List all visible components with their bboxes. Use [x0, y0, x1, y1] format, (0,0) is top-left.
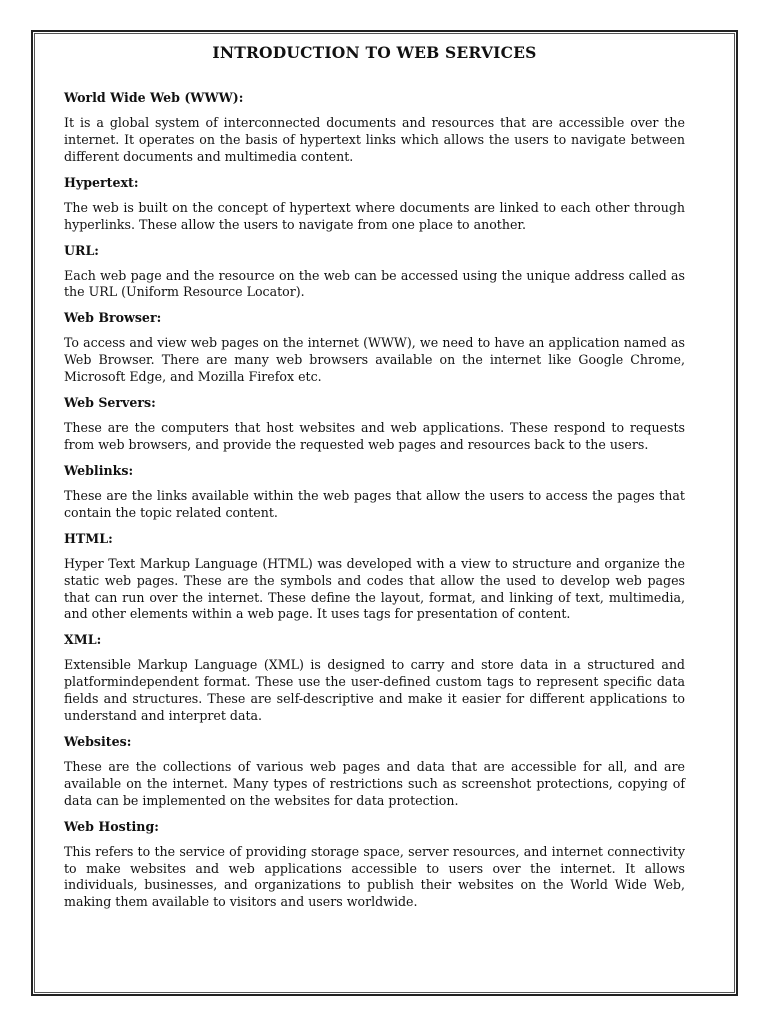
document-title: INTRODUCTION TO WEB SERVICES	[212, 43, 537, 62]
section-www	[64, 90, 685, 166]
section-heading: World Wide Web (WWW):	[64, 90, 244, 105]
section-html	[64, 531, 685, 624]
section-heading: Web Servers:	[64, 395, 156, 411]
section-body: It is a global system of interconnected documents and resources that are accessible over the internet. It operates on the basis of hypertext links which allows the users to navigate between different documents and multimedia content.	[64, 115, 685, 164]
section-heading: XML:	[64, 632, 102, 648]
section-url	[64, 243, 685, 302]
section-hypertext	[64, 175, 685, 234]
section-body: This refers to the service of providing storage space, server resources, and internet connectivity to make websites and web applications accessible to users over the internet. It allows individuals, businesses, and organizations to publish their websites on the World Wide Web, making them available to visitors and users worldwide.	[64, 843, 685, 910]
section-body: Extensible Markup Language (XML) is designed to carry and store data in a structured and platformindependent format. These use the user-defined custom tags to represent specific data fields and structures. These are self-descriptive and make it easier for different applications to understand and interpret data.	[64, 657, 685, 724]
section-heading: Hypertext:	[64, 174, 139, 190]
section-heading: Websites:	[64, 733, 132, 749]
section-web-servers	[64, 395, 685, 454]
section-web-hosting	[64, 819, 685, 912]
section-heading: HTML:	[64, 530, 113, 546]
section-heading: Web Hosting:	[64, 818, 159, 834]
section-web-browser	[64, 310, 685, 386]
section-xml	[64, 632, 685, 725]
section-body: These are the links available within the web pages that allow the users to access the pages that contain the topic related content.	[64, 487, 685, 520]
section-body: To access and view web pages on the internet (WWW), we need to have an application named as Web Browser. There are many web browsers available on the internet like Google Chrome, Microsoft Edge, and Mozilla Firefox etc.	[64, 335, 685, 385]
section-body: Each web page and the resource on the web can be accessed using the unique address called as the URL (Uniform Resource Locator).	[64, 267, 685, 300]
section-heading: Web Browser:	[64, 310, 162, 326]
section-weblinks	[64, 463, 685, 522]
section-heading: URL:	[64, 242, 99, 258]
section-body: Hyper Text Markup Language (HTML) was developed with a view to structure and organize the static web pages. These are the symbols and codes that allow the used to develop web pages that can run over the internet. These define the layout, format, and linking of text, multimedia, and other elements within a web page. It uses tags for presentation of content.	[64, 555, 685, 622]
section-body: These are the collections of various web pages and data that are accessible for all, and are available on the internet. Many types of restrictions such as screenshot protections, copying of data can be implemented on the websites for data protection.	[64, 758, 685, 808]
section-body: These are the computers that host websites and web applications. These respond to requests from web browsers, and provide the requested web pages and resources back to the users.	[64, 420, 685, 452]
section-heading: Weblinks:	[64, 462, 134, 478]
section-body: The web is built on the concept of hypertext where documents are linked to each other through hyperlinks. These allow the users to navigate from one place to another.	[64, 199, 685, 232]
section-websites	[64, 734, 685, 810]
document-content	[64, 42, 685, 920]
